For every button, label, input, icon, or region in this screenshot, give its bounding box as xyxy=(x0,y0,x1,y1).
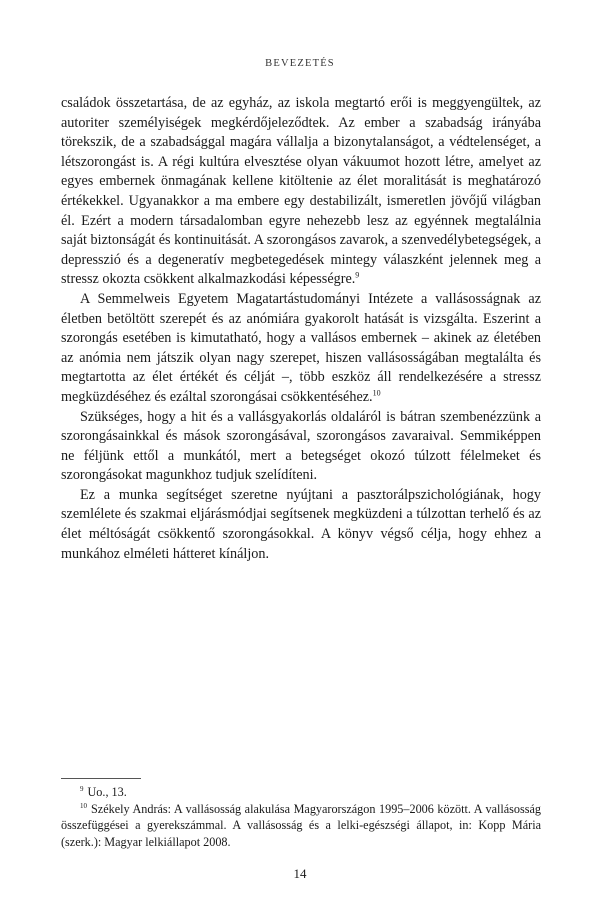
main-text xyxy=(61,94,541,564)
paragraph-3-text: Szükséges, hogy a hit és a vallásgyakorlás oldaláról is bátran szembenézzünk a szorongásainkkal és mások szorongásával, szorongásos zavaraival. Semmiképpen ne féljünk ettől a munkától, mert a betegséget okozó túlzott félelmeket és szorongásokat magunkhoz tudjuk szelídíteni. xyxy=(61,408,541,484)
footnote-number: 10 xyxy=(80,801,87,810)
footnote-ref-9[interactable]: 9 xyxy=(355,270,360,280)
page-number: 14 xyxy=(293,866,307,881)
footnote-text: Székely András: A vallásosság alakulása Magyarországon 1995–2006 között. A vallásosság összefüggései a gyerekszámmal. A vallásosság és a lelki-egészségi állapot, in: Kopp Mária (szerk.): Magyar lelkiállapot 2008. xyxy=(61,801,541,849)
footnote-text: Uo., 13. xyxy=(87,785,127,799)
footnote-separator xyxy=(61,778,141,779)
paragraph-2 xyxy=(61,290,541,408)
paragraph-4-text: Ez a munka segítséget szeretne nyújtani a pasztorálpszichológiának, hogy szemlélete és szakmai eljárásmódjai segítsenek megküzdeni a túlzottan terhelő és az élet méltóságát csökkentő szorongásokkal. A könyv végső célja, hogy ehhez a munkához elméleti hátteret kínáljon. xyxy=(61,486,541,562)
paragraph-1 xyxy=(61,94,541,290)
paragraph-1-text: családok összetartása, de az egyház, az iskola megtartó erői is meggyengültek, az autoriter személyiségek megkérdőjeleződtek. Az ember a szabadság irányába törekszik, de a szabadsággal magára vállalja a bizonytalanságot, a védtelenséget, a létszorongást is. A régi kultúra elvesztése olyan vákuumot hozott létre, amelyet az egyes embernek önmagának kellene kitöltenie az élet moralitását is meghatározó értékekkel. Ugyanakkor a ma embere egy destabilizált, ismeretlen jövőjű világban él. Ezért a modern társadalomban egyre nehezebb lesz az egyénnek megtalálnia saját biztonságát és kontinuitását. A szorongásos zavarok, a szenvedélybetegségek, a depresszió és a degeneratív megbetegedések mintegy válaszként jelennek meg a stressz okozta csökkent alkalmazkodási képességre. xyxy=(61,95,541,288)
footnote-number: 9 xyxy=(80,784,84,793)
paragraph-2-text: A Semmelweis Egyetem Magatartástudományi Intézete a vallásosságnak az életben betöltött szerepét és az anómiára gyakorolt hatását is vizsgálta. Eszerint a szorongás esetében is kimutatható, hogy a vallásos embernek – akinek az életében az anómia nem játszik olyan nagy szerepet, hiszen vallásosságában megtalálta és megtartotta az élet értékét és célját –, több eszköz áll rendelkezésére a stressz megküzdéséhez és ezáltal szorongásai csökkentéséhez. xyxy=(61,290,541,405)
paragraph-3 xyxy=(61,408,541,486)
running-header: BEVEZETÉS xyxy=(265,58,335,69)
footnote-9 xyxy=(61,784,541,801)
footnote-ref-10[interactable]: 10 xyxy=(372,388,381,398)
footnote-10 xyxy=(61,801,541,851)
footnotes xyxy=(61,784,541,850)
paragraph-4 xyxy=(61,486,541,564)
